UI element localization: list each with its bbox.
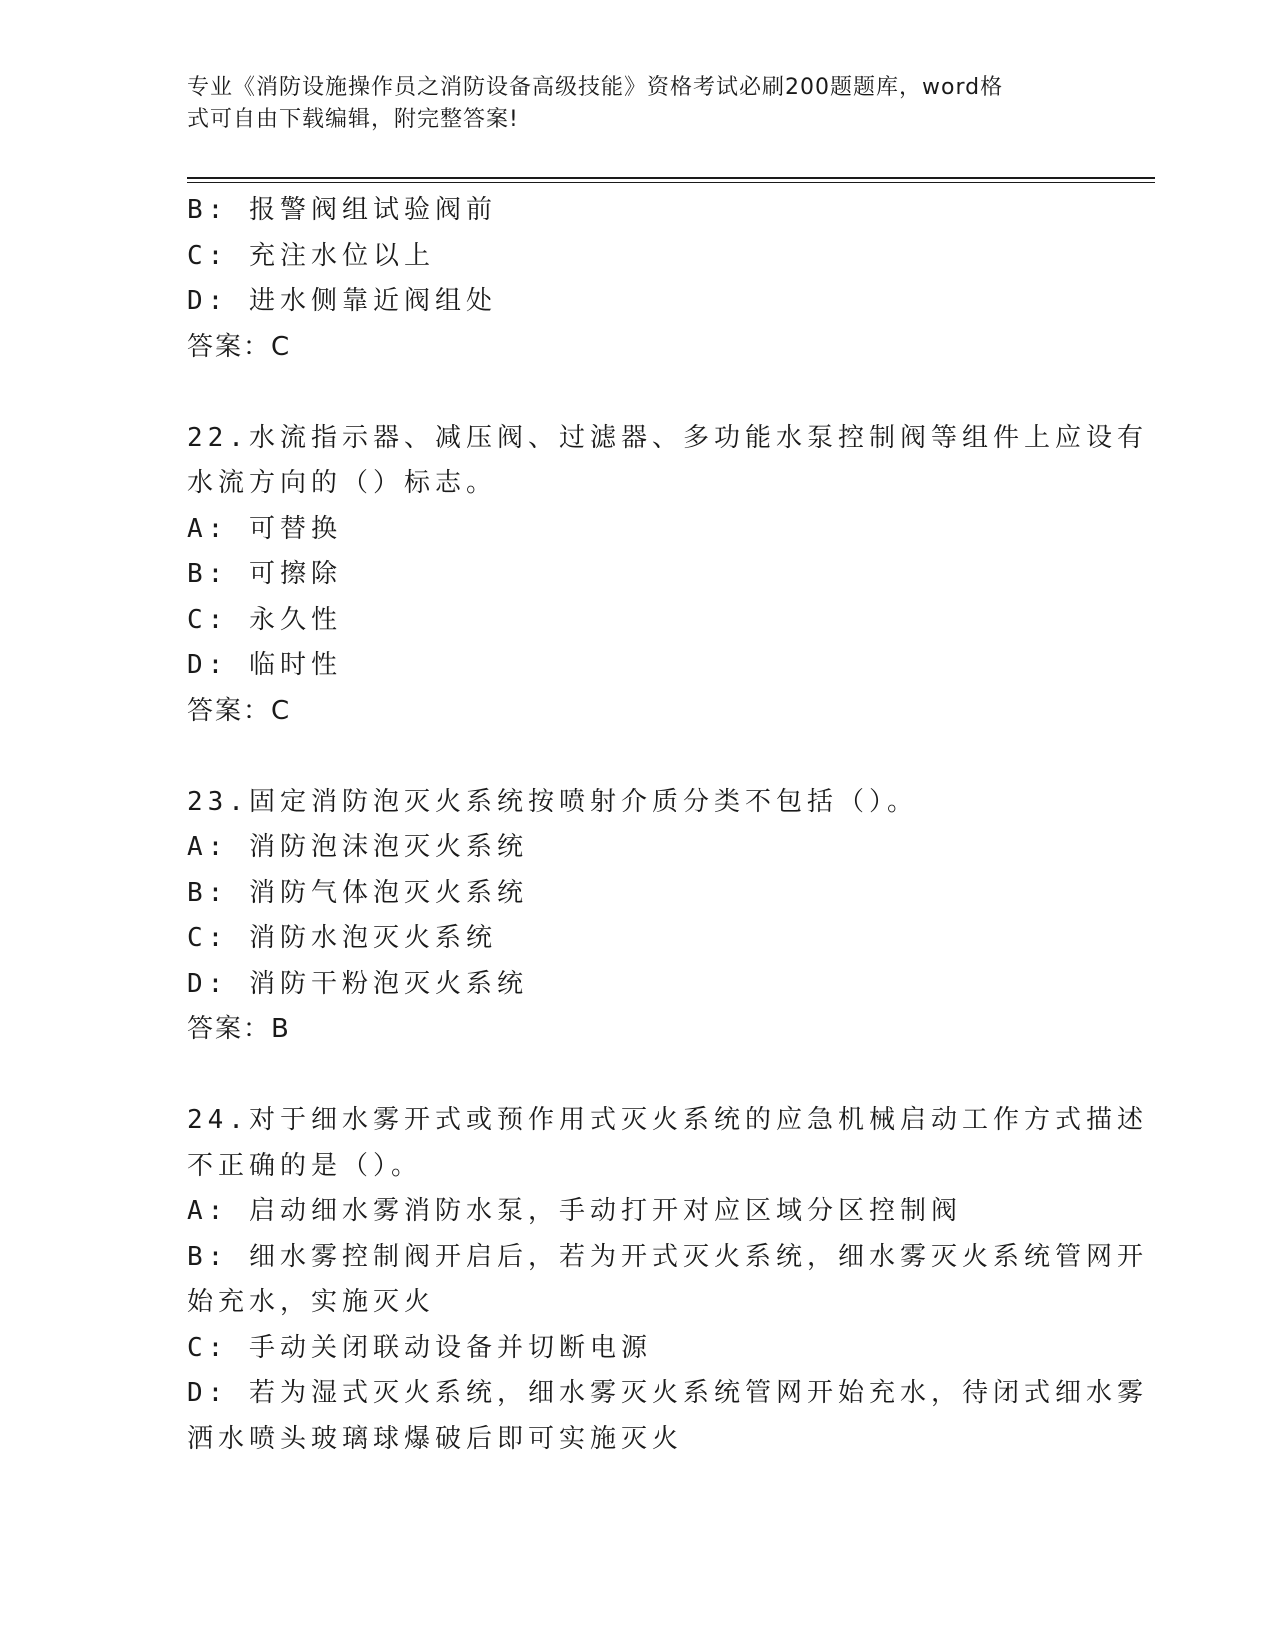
answer: 答案：B <box>187 1014 291 1044</box>
option-b: B: 消防气体泡灭火系统 <box>187 877 528 908</box>
question-stem: 24.对于细水雾开式或预作用式灭火系统的应急机械启动工作方式描述 <box>187 1105 1148 1135</box>
option-b: B: 可擦除 <box>187 559 342 589</box>
option-b: B: 细水雾控制阀开启后，若为开式灭火系统，细水雾灭火系统管网开 <box>187 1241 1148 1272</box>
question-21-tail <box>187 188 1087 370</box>
option-b-continued: 始充水，实施灭火 <box>187 1287 436 1317</box>
option-a: A: 可替换 <box>187 513 342 544</box>
question-list <box>187 188 1148 1462</box>
option-c: C: 消防水泡灭火系统 <box>187 923 497 953</box>
question-23 <box>187 780 1087 1053</box>
answer: 答案：C <box>187 695 292 726</box>
option-c: C: 手动关闭联动设备并切断电源 <box>187 1332 652 1363</box>
header-divider-thin <box>187 182 1155 183</box>
question-spacer <box>187 370 1087 416</box>
header-line-1: 专业《消防设施操作员之消防设备高级技能》资格考试必刷200题题库，word格 <box>187 75 1004 100</box>
option-d: D: 进水侧靠近阀组处 <box>187 286 497 316</box>
option-c: C: 永久性 <box>187 604 342 635</box>
option-a: A: 启动细水雾消防水泵，手动打开对应区域分区控制阀 <box>187 1196 962 1226</box>
option-d: D: 若为湿式灭火系统，细水雾灭火系统管网开始充水，待闭式细水雾 <box>187 1378 1148 1408</box>
question-stem-continued: 水流方向的（）标志。 <box>187 468 498 498</box>
option-d: D: 消防干粉泡灭火系统 <box>187 968 528 999</box>
option-d: D: 临时性 <box>187 650 342 680</box>
question-spacer <box>187 734 1087 780</box>
question-stem-continued: 不正确的是（）。 <box>187 1150 423 1181</box>
option-a: A: 消防泡沫泡灭火系统 <box>187 832 528 862</box>
header-divider-thick <box>187 177 1155 179</box>
header-line-2: 式可自由下载编辑，附完整答案! <box>187 107 519 132</box>
option-c: C: 充注水位以上 <box>187 240 435 271</box>
document-header <box>187 72 1067 136</box>
question-22 <box>187 416 1148 735</box>
option-b: B: 报警阀组试验阀前 <box>187 195 497 225</box>
question-stem: 22.水流指示器、减压阀、过滤器、多功能水泵控制阀等组件上应设有 <box>187 422 1148 453</box>
answer: 答案：C <box>187 331 292 362</box>
question-24 <box>187 1098 1148 1462</box>
question-stem: 23.固定消防泡灭火系统按喷射介质分类不包括（）。 <box>187 786 918 817</box>
option-d-continued: 洒水喷头玻璃球爆破后即可实施灭火 <box>187 1423 684 1454</box>
question-spacer <box>187 1053 1087 1099</box>
